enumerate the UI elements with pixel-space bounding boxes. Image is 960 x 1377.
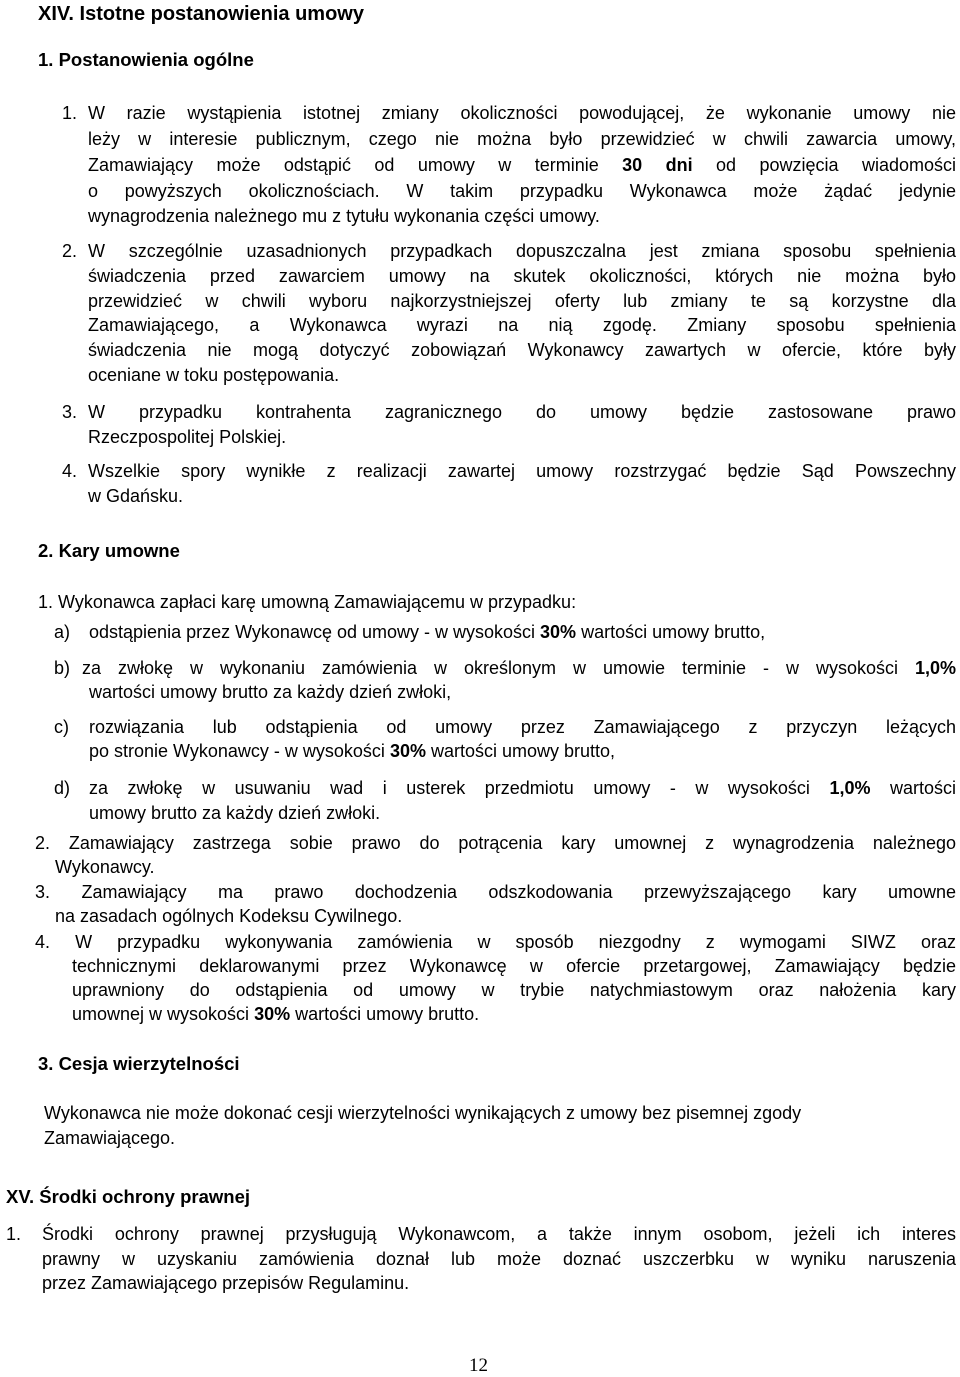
paragraph-line: Wykonawcy. — [55, 857, 155, 877]
list-label: a) — [54, 622, 71, 642]
list-item: za zwłokę w usuwaniu wad i usterek przedmiotu umowy - w wysokości 1,0% wartości — [89, 778, 957, 798]
paragraph-line: 1. Wykonawca zapłaci karę umowną Zamawiającemu w przypadku: — [38, 592, 577, 612]
paragraph-line: przewidzieć w chwili wyboru najkorzystniejszej oferty lub zmiany te są korzystne dla — [88, 291, 956, 311]
paragraph-line: Zamawiającego, a Wykonawca wyrazi na nią zgodę. Zmiany sposobu spełnienia — [88, 315, 956, 335]
list-item: odstąpienia przez Wykonawcę od umowy - w wysokości 30% wartości umowy brutto, — [89, 622, 766, 642]
paragraph-line: przez Zamawiającego przepisów Regulaminu. — [42, 1273, 410, 1293]
list-label: c) — [54, 717, 69, 737]
paragraph-line: Wszelkie spory wynikłe z realizacji zawartej umowy rozstrzygać będzie Sąd Powszechny — [88, 461, 956, 481]
list-label: b) — [54, 658, 71, 678]
paragraph-line: o powyższych okolicznościach. W takim przypadku Wykonawca może żądać jedynie — [88, 181, 956, 201]
paragraph-line: Środki ochrony prawnej przysługują Wykonawcom, a także innym osobom, jeżeli ich interes — [42, 1224, 956, 1244]
list-item-line: po stronie Wykonawcy - w wysokości 30% wartości umowy brutto, — [89, 741, 616, 761]
paragraph-line: oceniane w toku postępowania. — [88, 365, 340, 385]
list-item-line: wartości umowy brutto za każdy dzień zwłoki, — [89, 682, 452, 702]
item-number: 1. — [6, 1224, 22, 1244]
paragraph-line: w Gdańsku. — [88, 486, 184, 506]
paragraph-line: wynagrodzenia należnego mu z tytułu wykonania części umowy. — [88, 206, 600, 226]
paragraph-line: Zamawiającego. — [44, 1128, 176, 1148]
paragraph-line: Zamawiający może odstąpić od umowy w terminie 30 dni od powzięcia wiadomości — [88, 155, 956, 175]
item-number: 1. — [62, 103, 78, 123]
item-number: 3. — [62, 402, 78, 422]
paragraph-line: świadczenia nie mogą dotyczyć zobowiązań Wykonawcy zawartych w ofercie, które były — [88, 340, 956, 360]
paragraph-line: uprawniony do odstąpienia od umowy w trybie natychmiastowym oraz nałożenia kary — [72, 980, 956, 1000]
paragraph-line: umownej w wysokości 30% wartości umowy brutto. — [72, 1004, 480, 1024]
section-title-xv: XV. Środki ochrony prawnej — [6, 1186, 250, 1207]
page-number: 12 — [469, 1355, 488, 1376]
paragraph-line: prawny w uzyskaniu zamówienia doznał lub może doznać uszczerbku w wyniku naruszenia — [42, 1249, 956, 1269]
subsection-title-general: 1. Postanowienia ogólne — [38, 49, 254, 70]
paragraph-line: 3. Zamawiający ma prawo dochodzenia odszkodowania przewyższającego kary umowne — [35, 882, 956, 902]
item-number: 2. — [62, 241, 78, 261]
paragraph-line: na zasadach ogólnych Kodeksu Cywilnego. — [55, 906, 403, 926]
paragraph-line: 2. Zamawiający zastrzega sobie prawo do potrącenia kary umownej z wynagrodzenia należnego — [35, 833, 956, 853]
paragraph-line: Rzeczpospolitej Polskiej. — [88, 427, 287, 447]
paragraph-line: leży w interesie publicznym, czego nie można było przewidzieć w chwili zawarcia umowy, — [88, 129, 956, 149]
paragraph-line: W razie wystąpienia istotnej zmiany okoliczności powodującej, że wykonanie umowy nie — [88, 103, 956, 123]
list-item-line: umowy brutto za każdy dzień zwłoki. — [89, 803, 381, 823]
item-number: 4. — [62, 461, 78, 481]
paragraph-line: W szczególnie uzasadnionych przypadkach dopuszczalna jest zmiana sposobu spełnienia — [88, 241, 956, 261]
subsection-title-assignment: 3. Cesja wierzytelności — [38, 1053, 240, 1074]
paragraph-line: 4. W przypadku wykonywania zamówienia w sposób niezgodny z wymogami SIWZ oraz — [35, 932, 956, 952]
paragraph-line: technicznymi deklarowanymi przez Wykonawcę w ofercie przetargowej, Zamawiający będzie — [72, 956, 956, 976]
list-label: d) — [54, 778, 71, 798]
list-item: rozwiązania lub odstąpienia od umowy przez Zamawiającego z przyczyn leżących — [89, 717, 956, 737]
list-item: za zwłokę w wykonaniu zamówienia w określonym w umowie terminie - w wysokości 1,0% — [82, 658, 956, 678]
section-title-xiv: XIV. Istotne postanowienia umowy — [38, 3, 364, 25]
paragraph-line: Wykonawca nie może dokonać cesji wierzytelności wynikających z umowy bez pisemnej zgody — [44, 1103, 802, 1123]
paragraph-line: świadczenia przed zawarciem umowy na skutek okoliczności, których nie można było — [88, 266, 956, 286]
paragraph-line: W przypadku kontrahenta zagranicznego do umowy będzie zastosowane prawo — [88, 402, 956, 422]
subsection-title-penalties: 2. Kary umowne — [38, 540, 180, 561]
